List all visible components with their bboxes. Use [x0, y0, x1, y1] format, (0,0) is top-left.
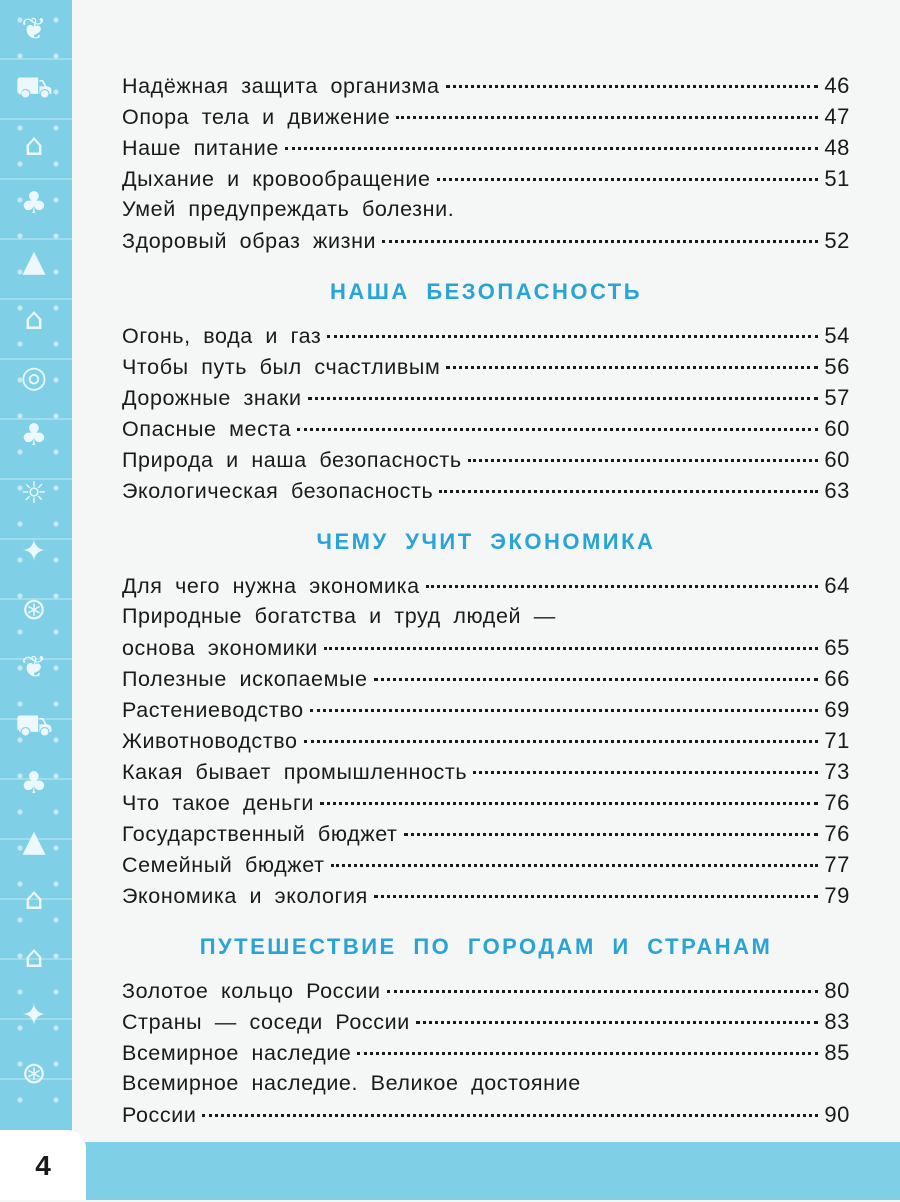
- dot-leader: [320, 801, 818, 805]
- dot-leader: [416, 1020, 818, 1024]
- fir-tree-icon: ▲: [22, 824, 46, 859]
- toc-entry[interactable]: [122, 694, 850, 725]
- dot-leader: [374, 677, 819, 681]
- bicycle-icon: ⊛: [21, 592, 47, 627]
- toc-entry[interactable]: [122, 320, 850, 351]
- toc-entry-page: 65: [824, 635, 850, 660]
- toc-entry-page: 83: [824, 1009, 850, 1034]
- bicycle-icon: ⊛: [21, 1056, 47, 1091]
- toc-entry-page: 76: [824, 821, 850, 846]
- toc-entry-page: 69: [824, 697, 850, 722]
- toc-entry[interactable]: [122, 1099, 850, 1130]
- section-heading: ПУТЕШЕСТВИЕ ПО ГОРОДАМ И СТРАНАМ: [199, 934, 773, 959]
- dot-leader: [324, 646, 818, 650]
- toc-entry[interactable]: [122, 1006, 850, 1037]
- toc-entry[interactable]: [122, 101, 850, 132]
- toc-entry[interactable]: [122, 601, 850, 632]
- toc-entry-page: 66: [824, 666, 850, 691]
- toc-entry-title: основа экономики: [122, 636, 318, 660]
- dot-leader: [382, 239, 818, 243]
- toc-entry-title: Для чего нужна экономика: [122, 574, 420, 598]
- toc-entry-title: Что такое деньги: [122, 791, 314, 815]
- dot-leader: [446, 84, 819, 88]
- toc-entry-page: 54: [824, 323, 850, 348]
- toc-entry-title: Здоровый образ жизни: [122, 229, 377, 253]
- toc-entry[interactable]: [122, 225, 850, 256]
- toc-entry-title: Дыхание и кровообращение: [122, 167, 431, 191]
- dot-leader: [304, 739, 819, 743]
- toc-entry-title: Природа и наша безопасность: [122, 448, 462, 472]
- dot-leader: [308, 396, 819, 400]
- dot-leader: [374, 894, 819, 898]
- toc-entry-page: 76: [824, 790, 850, 815]
- toc-entry-page: 52: [824, 228, 850, 253]
- dot-leader: [285, 146, 818, 150]
- toc-entry[interactable]: [122, 975, 850, 1006]
- toc-entry-page: 77: [824, 852, 850, 877]
- toc-entry[interactable]: [122, 632, 850, 663]
- toc-entry-title: Опора тела и движение: [122, 105, 391, 129]
- toc-entry-title: Какая бывает промышленность: [122, 760, 468, 784]
- toc-entry[interactable]: [122, 663, 850, 694]
- leaf-icon: ❦: [21, 650, 47, 685]
- toc-entry-title: Всемирное наследие: [122, 1041, 352, 1065]
- car-icon: ⛟: [15, 70, 53, 105]
- toc-entry-title: Страны — соседи России: [122, 1010, 410, 1034]
- toc-entry-page: 60: [824, 416, 850, 441]
- toc-entry[interactable]: [122, 163, 850, 194]
- toc-entry-page: 57: [824, 385, 850, 410]
- dot-leader: [439, 489, 818, 493]
- toc-entry[interactable]: [122, 1037, 850, 1068]
- tree-icon: ♣: [20, 418, 48, 453]
- toc-entry-title: Золотое кольцо России: [122, 979, 381, 1003]
- toc-entry-title: Дорожные знаки: [122, 386, 302, 410]
- dot-leader: [327, 334, 818, 338]
- toc-entry-page: 85: [824, 1040, 850, 1065]
- toc-entry[interactable]: [122, 382, 850, 413]
- toc-entry-page: 60: [824, 447, 850, 472]
- toc-entry-title: Всемирное наследие. Великое достояние: [122, 1071, 581, 1095]
- house-icon: ⌂: [24, 882, 44, 917]
- toc-entry-title: Растениеводство: [122, 698, 304, 722]
- leaf-icon: ❦: [21, 12, 47, 47]
- section-heading: ЧЕМУ УЧИТ ЭКОНОМИКА: [316, 529, 656, 554]
- toc-entry-title: Чтобы путь был счастливым: [122, 355, 441, 379]
- toc-entry-page: 63: [824, 478, 850, 503]
- dot-leader: [396, 115, 818, 119]
- toc-entry-page: 73: [824, 759, 850, 784]
- toc-entry[interactable]: [122, 132, 850, 163]
- toc-entry[interactable]: [122, 444, 850, 475]
- toc-entry-page: 79: [824, 883, 850, 908]
- toc-entry-title: Надёжная защита организма: [122, 74, 440, 98]
- dot-leader: [437, 177, 819, 181]
- decorative-side-strip: [0, 0, 72, 1140]
- dot-leader: [297, 427, 818, 431]
- toc-entry-title: Государственный бюджет: [122, 822, 398, 846]
- toc-entry-page: 48: [824, 135, 850, 160]
- bottom-bar: [0, 1142, 900, 1200]
- toc-entry[interactable]: [122, 70, 850, 101]
- table-of-contents: [122, 70, 850, 1130]
- toc-entry-title: Семейный бюджет: [122, 853, 325, 877]
- toc-entry-page: 80: [824, 978, 850, 1003]
- bird-icon: ✦: [21, 534, 47, 569]
- toc-entry[interactable]: [122, 194, 850, 225]
- toc-entry-title: Природные богатства и труд людей —: [122, 604, 556, 628]
- toc-entry-title: Умей предупреждать болезни.: [122, 197, 455, 221]
- bird-icon: ✦: [21, 998, 47, 1033]
- toc-entry[interactable]: [122, 787, 850, 818]
- toc-entry[interactable]: [122, 1068, 850, 1099]
- toc-entry-title: Экологическая безопасность: [122, 479, 434, 503]
- toc-entry-title: Огонь, вода и газ: [122, 324, 322, 348]
- toc-entry-page: 46: [824, 73, 850, 98]
- toc-entry[interactable]: [122, 880, 850, 911]
- tree-icon: ♣: [20, 186, 48, 221]
- dot-leader: [310, 708, 819, 712]
- toc-entry[interactable]: [122, 570, 850, 601]
- car-icon: ⛟: [15, 708, 53, 743]
- toc-entry-page: 64: [824, 573, 850, 598]
- toc-entry-page: 71: [824, 728, 850, 753]
- dot-leader: [331, 863, 819, 867]
- toc-entry-title: Наше питание: [122, 136, 279, 160]
- toc-entry-page: 47: [824, 104, 850, 129]
- dot-leader: [468, 458, 819, 462]
- section-heading: НАША БЕЗОПАСНОСТЬ: [329, 279, 643, 304]
- dot-leader: [473, 770, 818, 774]
- toc-entry-title: Животноводство: [122, 729, 298, 753]
- page-number: 4: [0, 1130, 86, 1200]
- toc-entry[interactable]: [122, 351, 850, 382]
- toc-entry-page: 51: [824, 166, 850, 191]
- dot-leader: [446, 365, 818, 369]
- sun-icon: ☼: [20, 476, 48, 511]
- dot-leader: [357, 1051, 818, 1055]
- toc-entry[interactable]: [122, 725, 850, 756]
- building-icon: ⌂: [24, 128, 44, 163]
- toc-entry[interactable]: [122, 475, 850, 506]
- toc-entry[interactable]: [122, 818, 850, 849]
- dot-leader: [202, 1113, 818, 1117]
- dot-leader: [387, 989, 819, 993]
- toc-entry-title: Экономика и экология: [122, 884, 368, 908]
- toc-entry-title: России: [122, 1103, 197, 1127]
- toc-entry[interactable]: [122, 413, 850, 444]
- fir-tree-icon: ▲: [22, 244, 46, 279]
- toc-entry-page: 56: [824, 354, 850, 379]
- building-icon: ⌂: [24, 940, 44, 975]
- toc-entry-title: Опасные места: [122, 417, 292, 441]
- dot-leader: [404, 832, 819, 836]
- house-icon: ⌂: [24, 302, 44, 337]
- dot-leader: [426, 584, 819, 588]
- globe-icon: ◎: [20, 360, 48, 395]
- toc-entry[interactable]: [122, 756, 850, 787]
- toc-entry-page: 90: [824, 1102, 850, 1127]
- toc-entry-title: Полезные ископаемые: [122, 667, 368, 691]
- tree-icon: ♣: [20, 766, 48, 801]
- toc-entry[interactable]: [122, 849, 850, 880]
